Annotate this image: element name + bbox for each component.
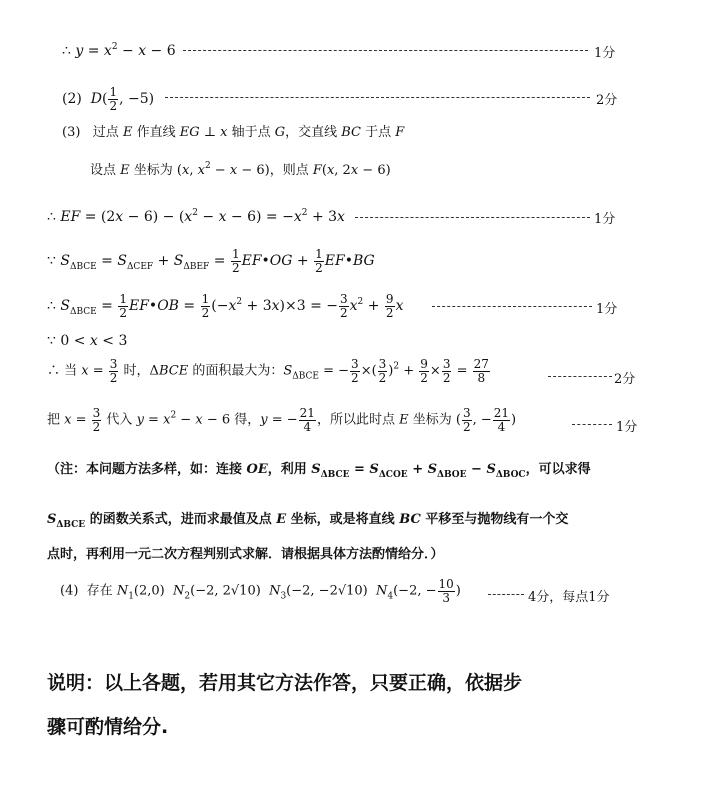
line-5: ∴ EF = $(2x - 6) - (x^2 - x - 6) = -x^2 + 3x$ <box>47 208 345 225</box>
closing-line-1: 说明：以上各题，若用其它方法作答，只要正确，依据步 <box>47 672 523 694</box>
line-14: (4) 存在 $N_1(2,0)$ $N_2(-2$, 2√10) $N_3(-2$, −2√10) $N_4(-2$, − $\frac{10}{3}$ ) <box>60 577 461 605</box>
line-6: ∵ $S_{\Delta BCE} = S_{\Delta CEF} + S_{\Delta BEF}$ = $\frac{1}{2}$ EF•OG + $\frac{1}{2}$ EF•BG <box>47 247 375 275</box>
leader-dots <box>548 376 612 377</box>
leader-dots <box>355 217 590 218</box>
line-7: ∴ $S_{\Delta BCE}$ = $\frac{1}{2}$ EF•OB = $\frac{1}{2}$ $(-x^2 + 3x)\times 3$ = − $\frac{3}{2}$ $x^2$ + $\frac{9}{2}$ x <box>47 292 404 320</box>
line-3: (3) 过点 E 作直线 EG ⊥ x 轴于点 G，交直线 BC 于点 F <box>62 125 405 140</box>
score-14: 4分，每点1分 <box>528 590 610 605</box>
line-9: ∴ 当 x = $\frac{3}{2}$ 时，ΔBCE 的面积最大为：$S_{\Delta BCE}$ = − $\frac{3}{2}$ ×( $\frac{3}{2}$ )$^2$ + $\frac{9}{2}$ × $\frac{3}{2}$ = $\frac{27}{8}$ <box>47 357 489 385</box>
note-line-3: 点时，再利用一元二次方程判别式求解．请根据具体方法酌情给分．） <box>47 547 444 562</box>
leader-dots <box>572 424 612 425</box>
closing-line-2: 骤可酌情给分. <box>47 716 169 738</box>
score-2: 2分 <box>596 93 618 108</box>
leader-dots <box>183 50 588 51</box>
score-9: 2分 <box>614 372 636 387</box>
score-5: 1分 <box>594 212 616 227</box>
line-4: 设点 E 坐标为 (x, $x^2 - x - 6$)，则点 F(x, 2x − 6) <box>90 161 391 178</box>
score-10: 1分 <box>616 420 638 435</box>
line-2: (2) D( $\frac{1}{2}$ , −5) <box>62 85 155 113</box>
score-7: 1分 <box>596 302 618 317</box>
line-1: ∴ $y = x^2 - x - 6$ <box>62 42 176 59</box>
line-10: 把 x = $\frac{3}{2}$ 代入 $y = x^2 - x - 6$ 得，y = − $\frac{21}{4}$ ，所以此时点 E 坐标为 ( $\frac{3}{2}$ , − $\frac{21}{4}$ ) <box>47 406 517 434</box>
score-1: 1分 <box>594 46 616 61</box>
leader-dots <box>488 594 524 595</box>
leader-dots <box>165 97 590 98</box>
leader-dots <box>432 306 592 307</box>
note-line-2: $S_{\Delta BCE}$ 的函数关系式，进而求最值及点 E 坐标，或是将直线 BC 平移至与抛物线有一个交 <box>47 512 569 530</box>
note-line-1: （注：本问题方法多样，如：连接 OE，利用 $S_{\Delta BCE} = S_{\Delta COE} + S_{\Delta BOE} - S_{\Delta BOC}$，可以求得 <box>47 462 591 480</box>
line-8: ∵ 0 < x < 3 <box>47 333 128 349</box>
